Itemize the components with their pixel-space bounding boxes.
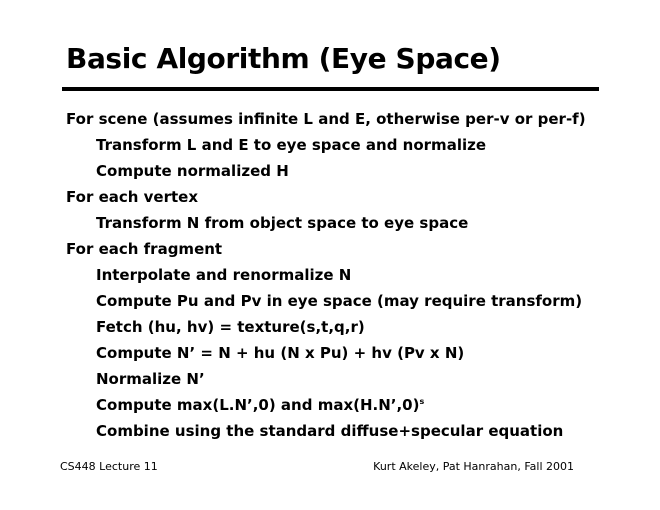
line-compute-n-prime: Compute N’ = N + hu (N x Pu) + hv (Pv x N) [96, 344, 465, 362]
line-normalize-n-prime: Normalize N’ [96, 370, 205, 388]
footer-course: CS448 Lecture 11 [60, 460, 158, 473]
line-interpolate-n: Interpolate and renormalize N [96, 266, 352, 284]
line-compute-h: Compute normalized H [96, 162, 289, 180]
line-compute-max [96, 396, 424, 414]
specular-exponent: s [419, 397, 425, 406]
line-compute-pu-pv: Compute Pu and Pv in eye space (may require transform) [96, 292, 583, 310]
line-fetch-hu-hv: Fetch (hu, hv) = texture(s,t,q,r) [96, 318, 365, 336]
line-scene: For scene (assumes infinite L and E, otherwise per-v or per-f) [66, 110, 586, 128]
footer-authors: Kurt Akeley, Pat Hanrahan, Fall 2001 [373, 460, 574, 473]
line-combine: Combine using the standard diffuse+specular equation [96, 422, 564, 440]
compute-max-text: Compute max(L.N’,0) and max(H.N’,0) [96, 396, 420, 414]
line-transform-n: Transform N from object space to eye space [96, 214, 469, 232]
line-each-fragment: For each fragment [66, 240, 223, 258]
line-each-vertex: For each vertex [66, 188, 199, 206]
slide-title: Basic Algorithm (Eye Space) [66, 42, 501, 75]
line-transform-l-e: Transform L and E to eye space and normalize [96, 136, 486, 154]
